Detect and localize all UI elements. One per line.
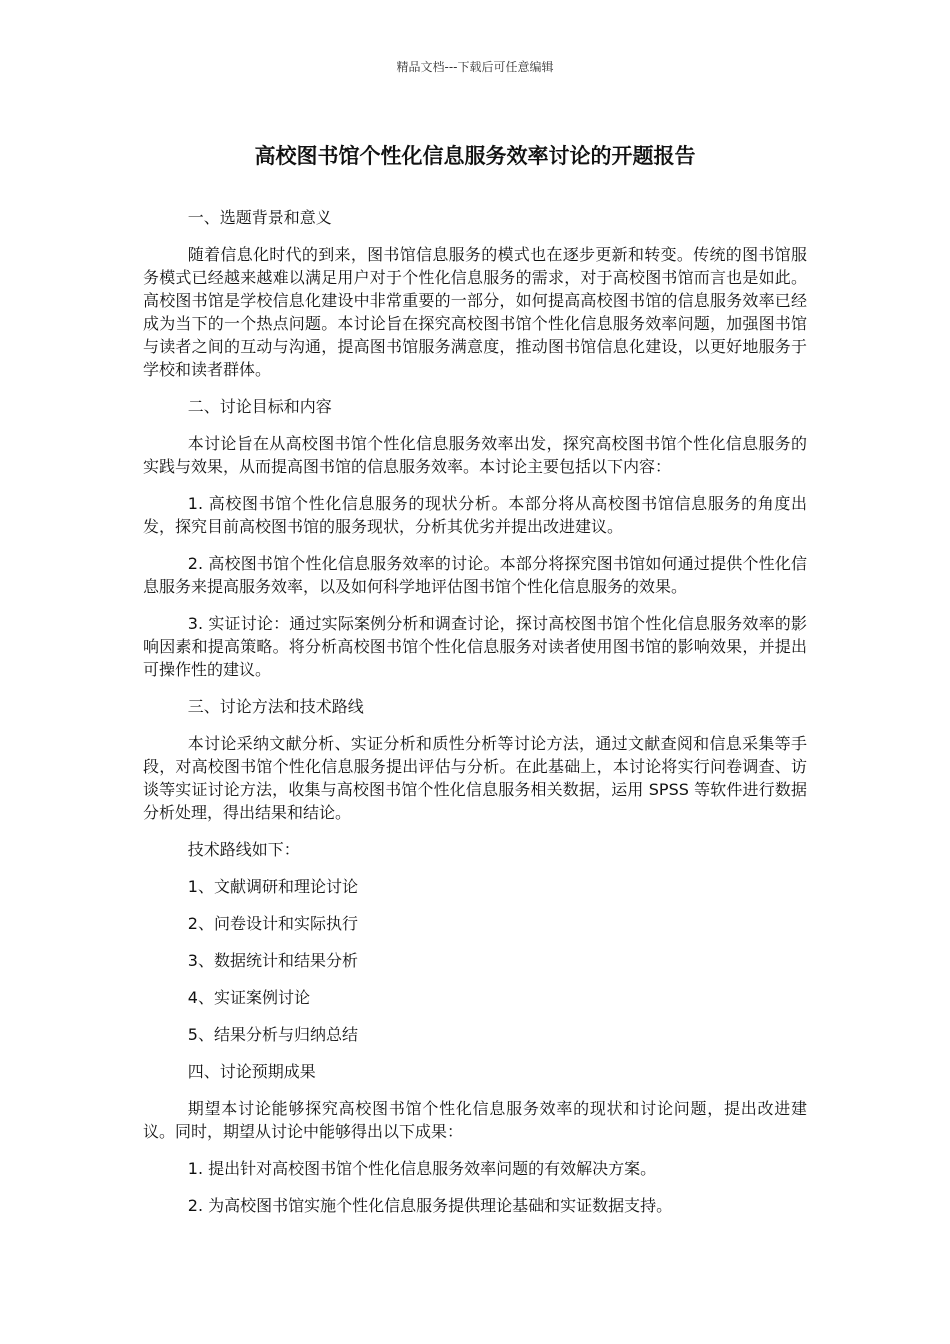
paragraph-goals-intro: 本讨论旨在从高校图书馆个性化信息服务效率出发，探究高校图书馆个性化信息服务的实践与效果，从而提高图书馆的信息服务效率。本讨论主要包括以下内容： (143, 434, 807, 476)
paragraph-outcomes-intro: 期望本讨论能够探究高校图书馆个性化信息服务效率的现状和讨论问题，提出改进建议。同时，期望从讨论中能够得出以下成果： (143, 1099, 807, 1141)
document-title: 高校图书馆个性化信息服务效率讨论的开题报告 (254, 144, 696, 168)
section-heading-3: 三、讨论方法和技术路线 (187, 697, 364, 716)
paragraph-outcome-1: 1. 提出针对高校图书馆个性化信息服务效率问题的有效解决方案。 (187, 1159, 657, 1178)
section-heading-1: 一、选题背景和意义 (187, 208, 332, 227)
list-item-route-4: 4、实证案例讨论 (187, 988, 310, 1007)
header-note: 精品文档---下载后可任意编辑 (396, 60, 554, 74)
paragraph-background: 随着信息化时代的到来，图书馆信息服务的模式也在逐步更新和转变。传统的图书馆服务模式已经越来越难以满足用户对于个性化信息服务的需求，对于高校图书馆而言也是如此。高校图书馆是学校信息化建设中非常重要的一部分，如何提高高校图书馆的信息服务效率已经成为当下的一个热点问题。本讨论旨在探究高校图书馆个性化信息服务效率问题，加强图书馆与读者之间的互动与沟通，提高图书馆服务满意度，推动图书馆信息化建设，以更好地服务于学校和读者群体。 (143, 245, 807, 379)
list-item-route-2: 2、问卷设计和实际执行 (187, 914, 358, 933)
paragraph-route-intro: 技术路线如下： (187, 840, 300, 859)
document-body (143, 206, 807, 1231)
paragraph-outcome-2: 2. 为高校图书馆实施个性化信息服务提供理论基础和实证数据支持。 (187, 1196, 673, 1215)
paragraph-goal-3: 3. 实证讨论：通过实际案例分析和调查讨论，探讨高校图书馆个性化信息服务效率的影响因素和提高策略。将分析高校图书馆个性化信息服务对读者使用图书馆的影响效果，并提出可操作性的建议。 (143, 614, 807, 679)
paragraph-goal-1: 1. 高校图书馆个性化信息服务的现状分析。本部分将从高校图书馆信息服务的角度出发，探究目前高校图书馆的服务现状，分析其优劣并提出改进建议。 (143, 494, 807, 536)
paragraph-goal-2: 2. 高校图书馆个性化信息服务效率的讨论。本部分将探究图书馆如何通过提供个性化信息服务来提高服务效率，以及如何科学地评估图书馆个性化信息服务的效果。 (143, 554, 807, 596)
section-heading-4: 四、讨论预期成果 (187, 1062, 316, 1081)
list-item-route-3: 3、数据统计和结果分析 (187, 951, 358, 970)
section-heading-2: 二、讨论目标和内容 (187, 397, 332, 416)
paragraph-methods: 本讨论采纳文献分析、实证分析和质性分析等讨论方法，通过文献查阅和信息采集等手段，对高校图书馆个性化信息服务提出评估与分析。在此基础上，本讨论将实行问卷调查、访谈等实证讨论方法，收集与高校图书馆个性化信息服务相关数据，运用 SPSS 等软件进行数据分析处理，得出结果和结论。 (143, 734, 807, 822)
list-item-route-1: 1、文献调研和理论讨论 (187, 877, 358, 896)
list-item-route-5: 5、结果分析与归纳总结 (187, 1025, 358, 1044)
